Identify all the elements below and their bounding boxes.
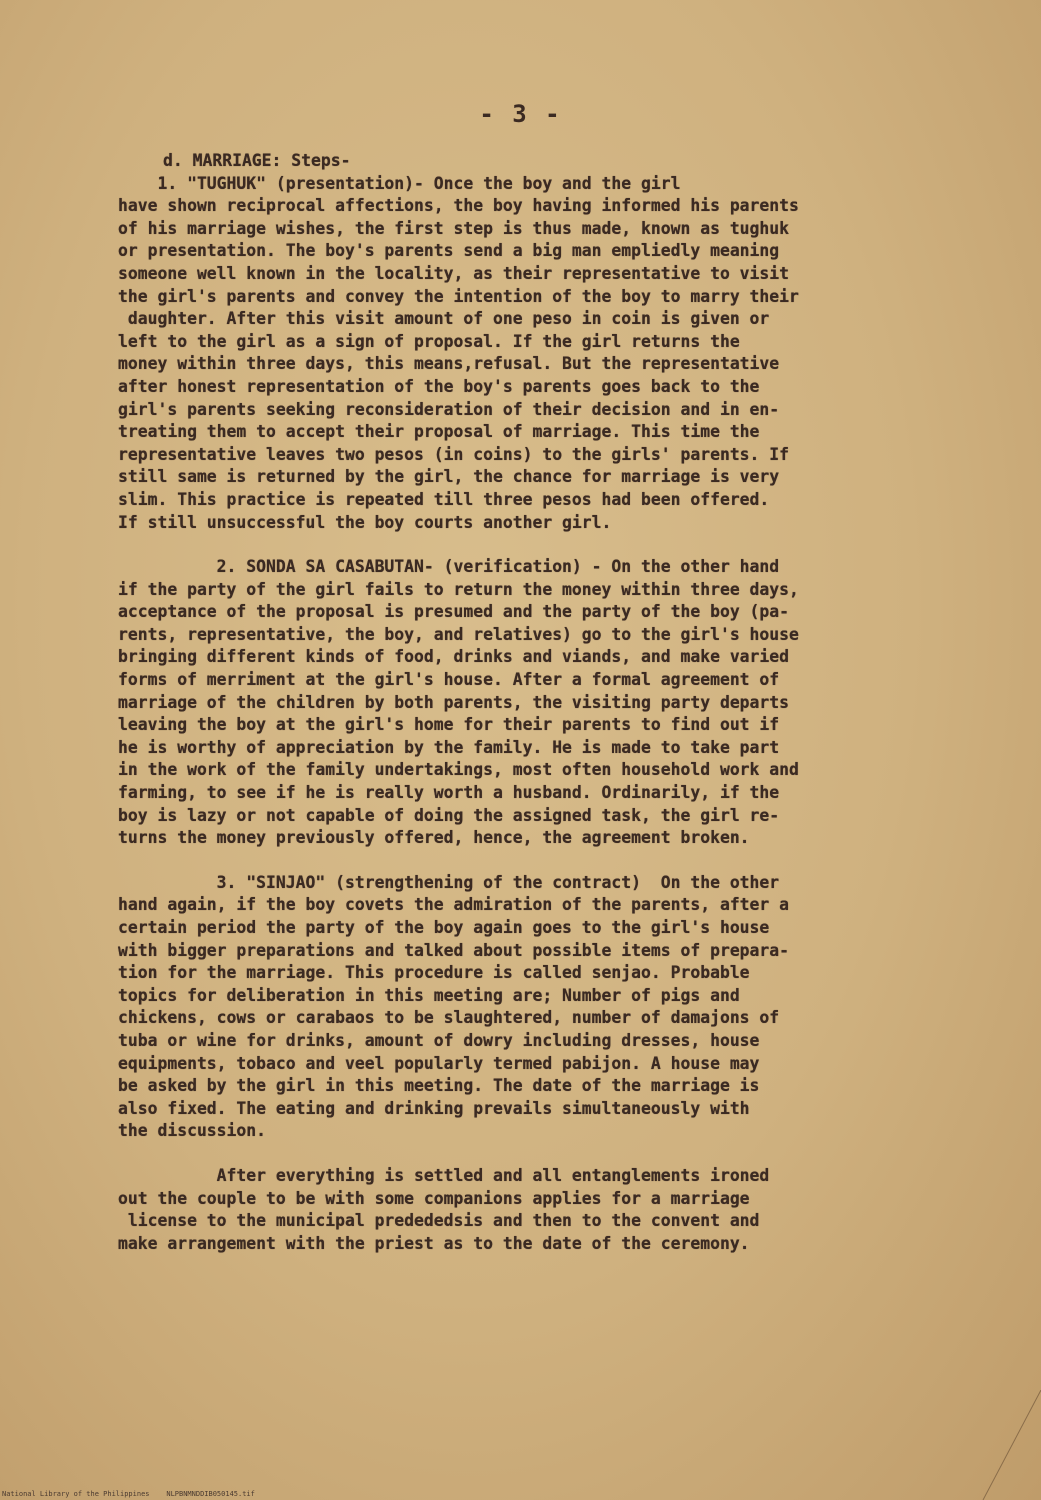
text-line: the discussion. xyxy=(118,1121,267,1141)
text-line: After everything is settled and all entanglements ironed xyxy=(118,1165,770,1185)
text-line: bringing different kinds of food, drinks and viands, and make varied xyxy=(118,647,790,667)
document-body xyxy=(118,150,970,1255)
text-line: have shown reciprocal affections, the boy having informed his parents xyxy=(118,196,799,216)
paragraph-closing-paragraph xyxy=(118,1165,970,1255)
text-line: tuba or wine for drinks, amount of dowry including dresses, house xyxy=(118,1030,760,1050)
text-line: If still unsuccessful the boy courts another girl. xyxy=(118,512,612,532)
text-line: treating them to accept their proposal of marriage. This time the xyxy=(118,422,760,442)
text-line: out the couple to be with some companions applies for a marriage xyxy=(118,1188,750,1208)
text-line: marriage of the children by both parents, the visiting party departs xyxy=(118,692,790,712)
text-line: girl's parents seeking reconsideration of their decision and in en- xyxy=(118,399,780,419)
text-line: leaving the boy at the girl's home for their parents to find out if xyxy=(118,715,780,735)
text-line: in the work of the family undertakings, most often household work and xyxy=(118,760,799,780)
text-line: 3. "SINJAO" (strengthening of the contract) On the other xyxy=(118,872,780,892)
text-line: turns the money previously offered, hence, the agreement broken. xyxy=(118,828,750,848)
text-line: hand again, if the boy covets the admiration of the parents, after a xyxy=(118,895,790,915)
page-corner-crease xyxy=(981,1390,1041,1500)
paragraph-step-2-sonda-sa-casabutan xyxy=(118,556,970,850)
text-line: with bigger preparations and talked about possible items of prepara- xyxy=(118,940,790,960)
text-line: be asked by the girl in this meeting. The date of the marriage is xyxy=(118,1076,760,1096)
text-line: after honest representation of the boy's parents goes back to the xyxy=(118,376,760,396)
text-line: acceptance of the proposal is presumed and the party of the boy (pa- xyxy=(118,602,790,622)
text-line: rents, representative, the boy, and relatives) go to the girl's house xyxy=(118,624,799,644)
text-line: representative leaves two pesos (in coins) to the girls' parents. If xyxy=(118,444,790,464)
text-line: tion for the marriage. This procedure is called senjao. Probable xyxy=(118,963,750,983)
paragraph-gap xyxy=(118,1143,970,1165)
text-line: left to the girl as a sign of proposal. If the girl returns the xyxy=(118,331,740,351)
text-line: farming, to see if he is really worth a husband. Ordinarily, if the xyxy=(118,783,780,803)
section-heading: d. MARRIAGE: Steps- xyxy=(163,151,351,170)
text-line: if the party of the girl fails to return the money within three days, xyxy=(118,579,799,599)
text-line: boy is lazy or not capable of doing the assigned task, the girl re- xyxy=(118,805,780,825)
text-line: money within three days, this means,refusal. But the representative xyxy=(118,354,780,374)
text-line: make arrangement with the priest as to the date of the ceremony. xyxy=(118,1233,750,1253)
text-line: topics for deliberation in this meeting are; Number of pigs and xyxy=(118,985,740,1005)
text-line: or presentation. The boy's parents send a big man empliedly meaning xyxy=(118,241,780,261)
text-line: equipments, tobaco and veel popularly termed pabijon. A house may xyxy=(118,1053,760,1073)
page-number: - 3 - xyxy=(479,100,562,128)
text-line: also fixed. The eating and drinking prevails simultaneously with xyxy=(118,1098,750,1118)
text-line: of his marriage wishes, the first step is thus made, known as tughuk xyxy=(118,218,790,238)
text-line: 2. SONDA SA CASABUTAN- (verification) - On the other hand xyxy=(118,557,780,577)
paragraphs xyxy=(118,173,970,1256)
text-line: he is worthy of appreciation by the family. He is made to take part xyxy=(118,737,780,757)
archive-footer: National Library of the Philippines NLPBNMNDDIB050145.tif xyxy=(2,1490,255,1498)
text-line: forms of merriment at the girl's house. After a formal agreement of xyxy=(118,670,780,690)
paragraph-step-1-tughuk xyxy=(118,173,970,535)
text-line: someone well known in the locality, as their representative to visit xyxy=(118,263,790,283)
text-line: daughter. After this visit amount of one peso in coin is given or xyxy=(118,309,770,329)
paragraph-step-3-sinjao xyxy=(118,872,970,1143)
text-line: chickens, cows or carabaos to be slaughtered, number of damajons of xyxy=(118,1008,780,1028)
text-line: 1. "TUGHUK" (presentation)- Once the boy and the girl xyxy=(118,173,681,193)
text-line: certain period the party of the boy again goes to the girl's house xyxy=(118,918,770,937)
text-line: the girl's parents and convey the intention of the boy to marry their xyxy=(118,286,799,306)
text-line: slim. This practice is repeated till three pesos had been offered. xyxy=(118,489,770,509)
text-line: still same is returned by the girl, the chance for marriage is very xyxy=(118,467,780,487)
paragraph-gap xyxy=(118,850,970,872)
paragraph-gap xyxy=(118,534,970,556)
text-line: license to the municipal predededsis and then to the convent and xyxy=(118,1211,760,1231)
